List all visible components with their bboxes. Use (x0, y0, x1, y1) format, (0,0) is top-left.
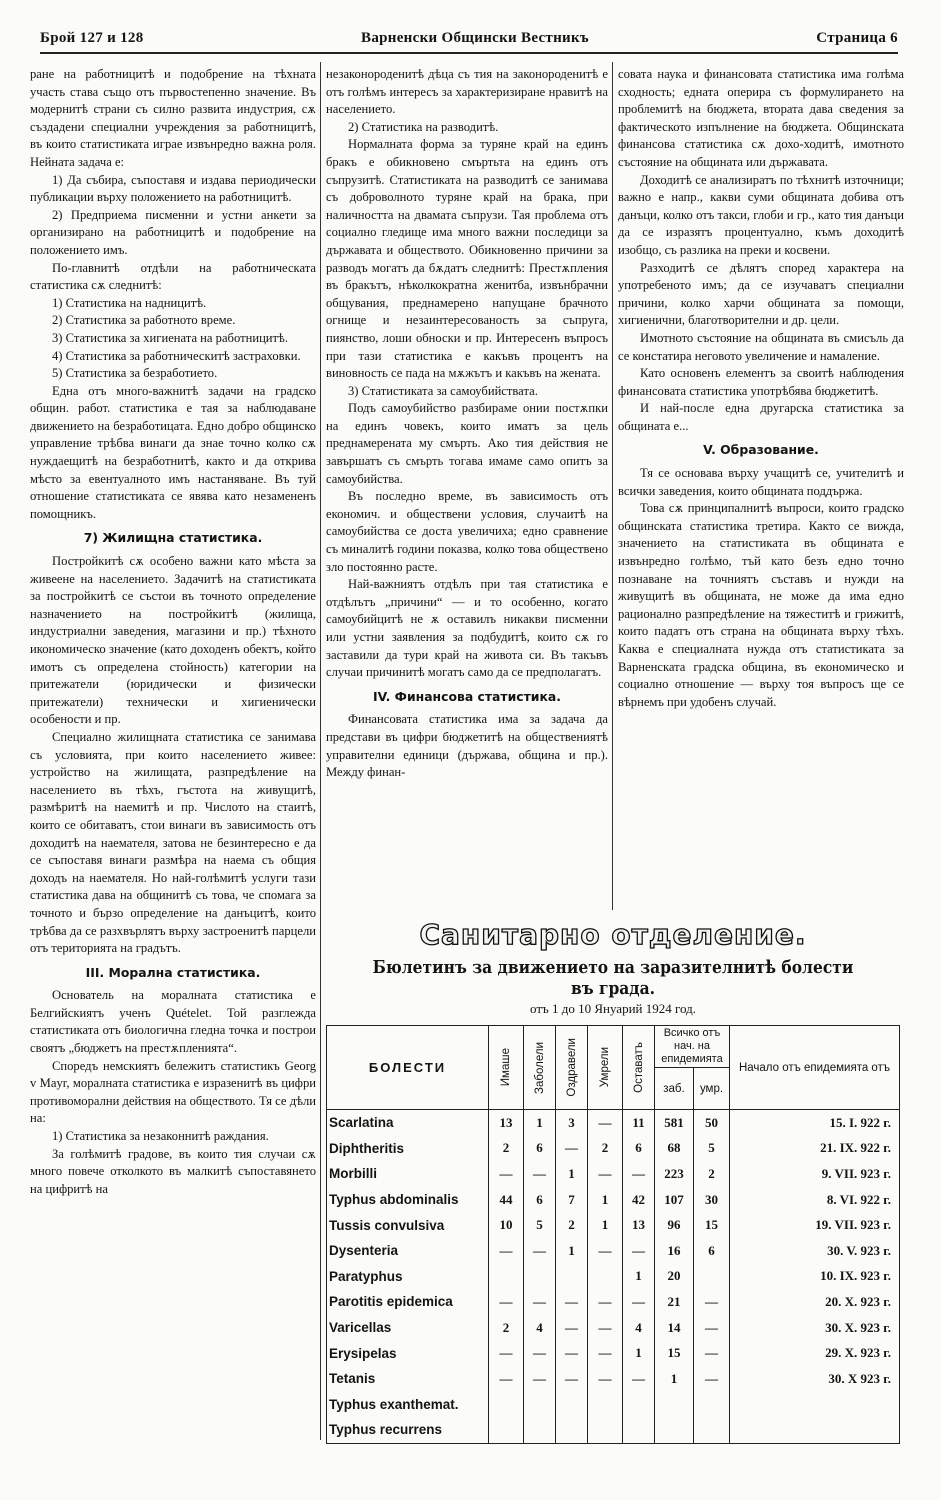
paragraph: Доходитѣ се анализиратъ по тѣхнитѣ източници; важно е напр., какви суми общината добива отъ данъци, колко отъ такси, глоби и гр., като тия данъци да се изразятъ процентуално, къмъ доходитѣ изобщо, съ разлика на преки и косвени. (618, 172, 904, 257)
table-cell-rec: 1 (556, 1161, 588, 1187)
table-cell-rem (623, 1417, 655, 1443)
table-row (327, 1315, 900, 1341)
list-item: 3) Статистика за хигиената на работницитѣ. (52, 330, 289, 345)
table-cell-had: 10 (489, 1212, 524, 1238)
table-cell-zab: 16 (655, 1238, 694, 1264)
table-cell-rec: 7 (556, 1187, 588, 1213)
paragraph: незаконороденитѣ дѣца съ тия на законороденитѣ е отъ голѣмъ интересъ за характеризиране нравитѣ на населението. (326, 67, 608, 117)
table-cell-umr: 50 (694, 1110, 730, 1136)
col-header-zab: заб. (655, 1068, 694, 1110)
sanitary-section (326, 918, 900, 1444)
sanitary-title: Санитарно отделение. (419, 918, 807, 951)
col-header-remain: Оставатъ (623, 1026, 655, 1110)
paragraph: И най-после една другарска статистика за общината е... (618, 401, 904, 433)
table-cell-rec: — (556, 1289, 588, 1315)
table-cell-zab: 21 (655, 1289, 694, 1315)
table-cell-rem: — (623, 1366, 655, 1392)
table-cell-umr: — (694, 1340, 730, 1366)
list-item: 3) Статистиката за самоубийствата. (348, 383, 538, 398)
table-cell-zab: 20 (655, 1264, 694, 1290)
table-cell-start: 20. X. 923 г. (730, 1289, 900, 1315)
table-cell-died (588, 1417, 623, 1443)
table-cell-rem: 1 (623, 1264, 655, 1290)
table-cell-sick (524, 1417, 556, 1443)
table-cell-sick: — (524, 1238, 556, 1264)
table-row (327, 1340, 900, 1366)
list-item: 4) Статистика за работническитѣ застраховки. (52, 348, 301, 363)
paragraph: ране на работницитѣ и подобрение на тѣхната участь става също отъ първостепенно значение. Въ модернитѣ страни съ силно развита индустрия, сѫ създадени специални учреждения за работницитѣ, въ които статистиката играе извънредно важна роля. Нейната задача е: (30, 67, 316, 169)
table-cell-rem: 4 (623, 1315, 655, 1341)
paragraph: Постройкитѣ сѫ особено важни като мѣста за живеене на населението. Задачитѣ на статистиката за постройкитѣ се състои въ точното определение назначението на постройкитѣ (жилища, индустриални заведения, магазини и пр.) тѣхното икономическо значение (като доходенъ обектъ, който имотъ съ определена стойность) категории на притежатели (юридически и физически притежатели) технически и хигиенически особености и пр. (30, 554, 316, 727)
table-row (327, 1366, 900, 1392)
table-row (327, 1264, 900, 1290)
table-cell-start: 9. VII. 923 г. (730, 1161, 900, 1187)
table-cell-start: 30. V. 923 г. (730, 1238, 900, 1264)
table-cell-start: 19. VII. 923 г. (730, 1212, 900, 1238)
paragraph: 2) Предприема писменни и устни анкети за организирано на работницитѣ и подобрение на положението имъ. (30, 207, 316, 257)
paragraph: Това сѫ принципалнитѣ въпроси, които градско общинската статистика третира. Както се вижда, значението на статистиката въ общината е извънредно голѣмо, тъй като безъ едно точно познаване на точниятъ съставъ и нужди на живущитѣ въ общината, не може да има едно рационално разпредѣление на тяжеститѣ и грижитѣ, които падатъ отъ страна на общината върху тѣхъ. Каква е специалната нужда отъ статистиката за Варненската градска община, въ економическо и социално отношение — върху тоя въпросъ ще се вѣрнемъ при удобенъ случай. (618, 501, 904, 709)
table-cell-name: Varicellas (327, 1315, 489, 1341)
table-row (327, 1110, 900, 1136)
table-cell-died: — (588, 1161, 623, 1187)
list-item: 2) Статистика на разводитѣ. (348, 119, 499, 134)
table-cell-had: — (489, 1289, 524, 1315)
table-cell-rem: 42 (623, 1187, 655, 1213)
paragraph: совата наука и финансовата статистика има голѣма сходность; едната оперира съ формулирането на проблемитѣ на бюджета, втората дава сведения за фактическото изпълнение на бюджета. Общинската финансова статистика сѫ дохо-ходитѣ, имотното състояние на общината или държавата. (618, 67, 904, 169)
table-cell-name: Erysipelas (327, 1340, 489, 1366)
table-cell-rem: — (623, 1238, 655, 1264)
table-cell-umr (694, 1392, 730, 1418)
table-cell-zab (655, 1417, 694, 1443)
paragraph: Финансовата статистика има за задача да представи въ цифри бюджетитѣ на обществениятѣ управителни единици (държава, община и пр.). Между финан- (326, 712, 608, 780)
table-cell-rec (556, 1417, 588, 1443)
bulletin-period: отъ 1 до 10 Януарий 1924 год. (530, 1001, 696, 1016)
table-cell-rec: — (556, 1315, 588, 1341)
table-cell-rec: 2 (556, 1212, 588, 1238)
table-cell-rec (556, 1264, 588, 1290)
table-cell-sick: — (524, 1340, 556, 1366)
list-item: 1) Статистика на надницитѣ. (52, 295, 207, 310)
table-cell-sick: 6 (524, 1187, 556, 1213)
table-row (327, 1161, 900, 1187)
table-cell-zab: 14 (655, 1315, 694, 1341)
table-cell-umr: 30 (694, 1187, 730, 1213)
table-row (327, 1238, 900, 1264)
table-cell-start: 8. VI. 922 г. (730, 1187, 900, 1213)
paragraph: Имотното състояние на общината въ смисъль да се констатира неговото увеличение и намаление. (618, 330, 904, 363)
table-cell-start (730, 1392, 900, 1418)
paragraph: Нормалната форма за туряне край на единъ бракъ е обикновено смъртьта на единъ отъ съпрузитѣ. Статистиката на разводитѣ се занимава съ доброволното туряне край на брака, при наличността на двамата съпрузи. Тая проблема отъ социално гледище има много важни последици за държавата и обществото. Обикновенно причини за разводъ могатъ да бѫдатъ следнитѣ: Престѫпления въ бракътъ, нѣколкократна женитба, извънбрачни общувания, преднамерено напущане брачното огнище и незаинтересованость за съпруга, пиянство, лоши обноски и пр. Интересенъ въпросъ при тази статистика е какъвъ процентъ на виновность се пада на мѫжътъ и какъвъ на жената. (326, 137, 608, 381)
table-cell-zab: 15 (655, 1340, 694, 1366)
table-cell-name: Scarlatina (327, 1110, 489, 1136)
table-cell-died: — (588, 1315, 623, 1341)
table-cell-name: Typhus exanthemat. (327, 1392, 489, 1418)
table-cell-rem: 6 (623, 1136, 655, 1162)
issue-number: Брой 127 и 128 (40, 30, 144, 46)
table-cell-had: 2 (489, 1136, 524, 1162)
paragraph: Основатель на моралната статистика е Белгийскиятъ ученъ Quételet. Той разглежда статистиката отъ биологична гледна точка и построи своятъ „бюджетъ на престѫпленията“. (30, 988, 316, 1056)
table-cell-rem: 13 (623, 1212, 655, 1238)
list-item: 2) Статистика за работното време. (52, 313, 236, 328)
table-cell-died: 2 (588, 1136, 623, 1162)
table-cell-rec: 1 (556, 1238, 588, 1264)
table-cell-had (489, 1264, 524, 1290)
table-cell-start: 15. I. 922 г. (730, 1110, 900, 1136)
table-row (327, 1417, 900, 1443)
paragraph: По-главнитѣ отдѣли на работническата статистика сѫ следнитѣ: (30, 260, 316, 293)
table-cell-died (588, 1264, 623, 1290)
page-header (40, 26, 898, 54)
paragraph: За голѣмитѣ градове, въ които тия случаи сѫ много повече отколкото въ малкитѣ съпоставянето на цифритѣ на (30, 1146, 316, 1196)
col-header-total: Всичко отъ нач. на епидемията (655, 1026, 730, 1068)
paragraph: Въ последно време, въ зависимость отъ економич. и обществени условия, случаитѣ на самоубийства се доста увеличиха; едно сравнение съ миналитѣ години показва, колко това обществено зло постоянно расте. (326, 489, 608, 574)
table-row (327, 1136, 900, 1162)
table-cell-died: 1 (588, 1187, 623, 1213)
table-cell-name: Tussis convulsiva (327, 1212, 489, 1238)
paragraph: Споредъ немскиятъ бележитъ статистикъ Georg v Mayr, моралната статистика е изразенитѣ въ цифри противоморални действия на обществото. Тя се дѣли на: (30, 1058, 316, 1126)
table-cell-name: Tetanis (327, 1366, 489, 1392)
table-cell-zab: 581 (655, 1110, 694, 1136)
section-heading: III. Морална статистика. (85, 964, 261, 980)
table-cell-zab: 223 (655, 1161, 694, 1187)
paragraph: 1) Да събира, съпоставя и издава периодически публикации върху положението на работницитѣ. (30, 172, 316, 205)
table-row (327, 1187, 900, 1213)
paragraph: Най-важниятъ отдѣлъ при тая статистика е отдѣлътъ „причини“ — и то особенно, когато самоубийцитѣ не ѫ оставилъ никакви писменни или устни заявления за подбудитѣ, които сѫ го заставили да тури край на живота си. Въ такъвъ случаи причинитѣ могатъ само да се предполагатъ. (326, 577, 608, 680)
table-cell-rem (623, 1392, 655, 1418)
table-cell-start (730, 1417, 900, 1443)
table-cell-name: Morbilli (327, 1161, 489, 1187)
table-cell-umr: — (694, 1289, 730, 1315)
table-cell-zab: 68 (655, 1136, 694, 1162)
table-row (327, 1289, 900, 1315)
table-cell-had: — (489, 1161, 524, 1187)
table-cell-sick: 5 (524, 1212, 556, 1238)
column-rule-right (612, 62, 613, 910)
paragraph: Тя се основава върху учащитѣ се, учителитѣ и всички заведения, които общината поддържа. (618, 466, 904, 498)
table-cell-start: 30. X 923 г. (730, 1366, 900, 1392)
column-middle (326, 66, 608, 896)
column-rule-left (320, 62, 321, 1440)
column-right (618, 66, 904, 711)
table-cell-rem: 11 (623, 1110, 655, 1136)
table-cell-sick: — (524, 1289, 556, 1315)
paragraph: Една отъ много-важнитѣ задачи на градско общин. работ. статистика е тая за наблюдаване движението на безработицата. Едно добро общинско управление трѣбва винаги да знае точно колко сѫ нуждаещитѣ на безработнитѣ, както и да открива мѣсто за евентуалното имъ настаняване. Въ туй отношение статистиката се явява като незамененъ помощникъ. (30, 383, 316, 521)
table-cell-rec: — (556, 1366, 588, 1392)
table-row (327, 1392, 900, 1418)
table-cell-sick: — (524, 1161, 556, 1187)
table-cell-umr (694, 1417, 730, 1443)
table-cell-rec: — (556, 1340, 588, 1366)
table-cell-umr: 6 (694, 1238, 730, 1264)
col-header-umr: умр. (694, 1068, 730, 1110)
table-cell-name: Dysenteria (327, 1238, 489, 1264)
table-cell-sick: 1 (524, 1110, 556, 1136)
diseases-table-body (327, 1110, 900, 1444)
table-cell-umr: 5 (694, 1136, 730, 1162)
paragraph: Специално жилищната статистика се занимава съ условията, при които населението живее: устройство на жилищата, разпредѣление на населението въ тѣхъ, гъстота на живущитѣ, размѣритѣ на наемитѣ и пр. Числото на стаитѣ, които се обитаватъ, стои винаги въ зависимость отъ доходитѣ на наемателя, затова не безинтересно е да се съпоставя винаги размѣра на наема съ общия доходъ на наемателя. Но най-голѣмитѣ услуги тази статистика дава на общинитѣ съ това, че спомага за точното и бързо определение на данъцитѣ, които трѣбва да се разхвърлятъ върху застроенитѣ парцели отъ територията на градътъ. (30, 729, 316, 956)
table-cell-umr: — (694, 1315, 730, 1341)
table-cell-died (588, 1392, 623, 1418)
table-cell-had: 44 (489, 1187, 524, 1213)
table-cell-name: Parotitis epidemica (327, 1289, 489, 1315)
table-cell-umr: 15 (694, 1212, 730, 1238)
table-cell-zab: 1 (655, 1366, 694, 1392)
table-cell-name: Typhus abdominalis (327, 1187, 489, 1213)
section-heading: IV. Финансова статистика. (373, 688, 561, 704)
col-header-disease: БОЛЕСТИ (327, 1026, 489, 1110)
col-header-recovered: Оздравели (556, 1026, 588, 1110)
table-cell-rec: 3 (556, 1110, 588, 1136)
list-item: 1) Статистика за незаконнитѣ раждания. (52, 1129, 269, 1144)
table-cell-had (489, 1417, 524, 1443)
table-cell-rem: 1 (623, 1340, 655, 1366)
table-cell-had (489, 1392, 524, 1418)
table-cell-sick (524, 1264, 556, 1290)
table-cell-zab: 96 (655, 1212, 694, 1238)
table-cell-start: 10. IX. 923 г. (730, 1264, 900, 1290)
section-heading: V. Образование. (703, 442, 819, 458)
table-cell-zab (655, 1392, 694, 1418)
paragraph: Подъ самоубийство разбираме онии постѫпки на единъ човекъ, които иматъ за цель преднамерената му смърть. Ако тия действия не завършатъ съ смърть тогава имаме само опитъ за самоубийства. (326, 401, 608, 486)
table-cell-had: — (489, 1238, 524, 1264)
table-cell-name: Paratyphus (327, 1264, 489, 1290)
col-header-had: Имаше (489, 1026, 524, 1110)
newspaper-title: Варненски Общински Вестникъ (361, 30, 589, 46)
table-cell-start: 30. X. 923 г. (730, 1315, 900, 1341)
table-cell-sick: 4 (524, 1315, 556, 1341)
bulletin-subtitle: Бюлетинъ за движението на заразителнитѣ болести въ града. (372, 957, 854, 999)
table-cell-had: — (489, 1366, 524, 1392)
table-row (327, 1212, 900, 1238)
table-cell-rec (556, 1392, 588, 1418)
table-cell-had: 13 (489, 1110, 524, 1136)
table-cell-rem: — (623, 1289, 655, 1315)
table-cell-died: — (588, 1110, 623, 1136)
table-cell-umr: 2 (694, 1161, 730, 1187)
table-cell-start: 29. X. 923 г. (730, 1340, 900, 1366)
table-cell-died: 1 (588, 1212, 623, 1238)
table-cell-start: 21. IX. 922 г. (730, 1136, 900, 1162)
table-cell-had: — (489, 1340, 524, 1366)
table-cell-died: — (588, 1289, 623, 1315)
table-cell-name: Typhus recurrens (327, 1417, 489, 1443)
table-cell-umr (694, 1264, 730, 1290)
table-cell-died: — (588, 1366, 623, 1392)
table-cell-had: 2 (489, 1315, 524, 1341)
table-cell-name: Diphtheritis (327, 1136, 489, 1162)
page-number: Страница 6 (816, 30, 898, 46)
table-cell-zab: 107 (655, 1187, 694, 1213)
col-header-start: Начало отъ епидемията отъ (730, 1026, 900, 1110)
table-cell-sick: 6 (524, 1136, 556, 1162)
table-cell-rem: — (623, 1161, 655, 1187)
table-cell-died: — (588, 1340, 623, 1366)
diseases-table (326, 1025, 900, 1444)
table-cell-died: — (588, 1238, 623, 1264)
table-cell-sick: — (524, 1366, 556, 1392)
table-cell-rec: — (556, 1136, 588, 1162)
table-cell-sick (524, 1392, 556, 1418)
table-cell-umr: — (694, 1366, 730, 1392)
col-header-died: Умрели (588, 1026, 623, 1110)
paragraph: Като основенъ елементъ за своитѣ наблюдения финансовата статистика употрѣбява бюджетитѣ. (618, 366, 904, 398)
column-left (30, 66, 316, 1198)
col-header-sick: Заболели (524, 1026, 556, 1110)
section-heading: 7) Жилищна статистика. (83, 530, 263, 546)
paragraph: Разходитѣ се дѣлятъ според характера на употребеното имъ; да се изучаватъ специални причини, колко харчи общината за помощи, хигиенични, благотворителни и др. цели. (618, 260, 904, 328)
list-item: 5) Статистика за безработието. (52, 366, 218, 381)
